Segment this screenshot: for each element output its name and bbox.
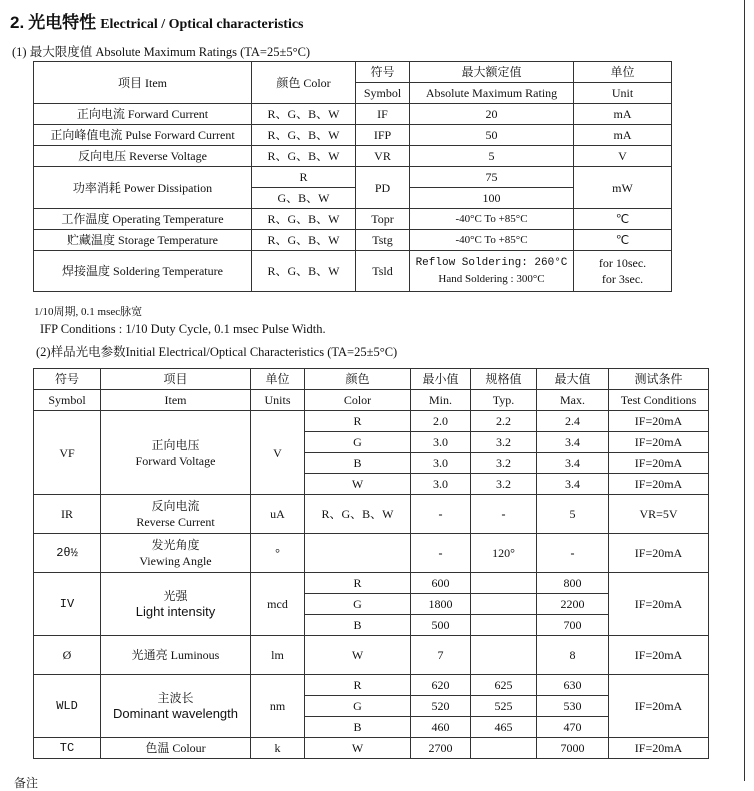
cell-item: 光通亮 Luminous: [101, 636, 251, 675]
cell-unit: [574, 251, 672, 292]
cell-max: 2200: [537, 594, 609, 615]
cell-color: W: [305, 738, 411, 759]
cell-color: R、G、B、W: [252, 230, 356, 251]
header-item: 项目 Item: [34, 62, 252, 104]
cell-typ: 3.2: [471, 432, 537, 453]
cell-rating: [410, 251, 574, 292]
cell-typ: 465: [471, 717, 537, 738]
cell-unit: lm: [251, 636, 305, 675]
header-typ-en: Typ.: [471, 390, 537, 411]
header-color-zh: 颜色: [305, 369, 411, 390]
cell-item: [101, 573, 251, 636]
cell-color: R、G、B、W: [252, 146, 356, 167]
item-zh: 反向电流: [151, 499, 200, 513]
table-row: [34, 230, 672, 251]
table-row: [34, 675, 709, 696]
cell-color: B: [305, 615, 411, 636]
cell-min: 520: [411, 696, 471, 717]
cell-max: 530: [537, 696, 609, 717]
cell-symbol: IF: [356, 104, 410, 125]
table-row: [34, 209, 672, 230]
cell-typ: [471, 594, 537, 615]
cell-color: R: [305, 411, 411, 432]
cell-unit: nm: [251, 675, 305, 738]
cell-min: 1800: [411, 594, 471, 615]
cell-symbol: WLD: [34, 675, 101, 738]
cell-item: 焊接温度 Soldering Temperature: [34, 251, 252, 292]
cell-unit: °: [251, 534, 305, 573]
cell-unit: ℃: [574, 230, 672, 251]
item-zh: 发光角度: [151, 538, 200, 552]
cell-unit: V: [574, 146, 672, 167]
header-typ-zh: 规格值: [471, 369, 537, 390]
cell-max: 630: [537, 675, 609, 696]
header-rating-zh: 最大额定值: [410, 62, 574, 83]
header-symbol-zh: 符号: [356, 62, 410, 83]
header-symbol-zh: 符号: [34, 369, 101, 390]
footer-remark: 备注: [14, 776, 39, 790]
cell-max: -: [537, 534, 609, 573]
item-zh: 主波长: [157, 691, 194, 705]
header-max-en: Max.: [537, 390, 609, 411]
cell-rating: 75: [410, 167, 574, 188]
cell-max: 3.4: [537, 432, 609, 453]
item-en: Forward Voltage: [135, 453, 216, 468]
header-color: 颜色 Color: [252, 62, 356, 104]
cell-color: G: [305, 432, 411, 453]
cell-symbol: 2θ½: [34, 534, 101, 573]
item-en: Light intensity: [135, 604, 216, 619]
cell-min: 7: [411, 636, 471, 675]
table-header-row: [34, 390, 709, 411]
cell-cond: IF=20mA: [609, 636, 709, 675]
cell-color: G: [305, 594, 411, 615]
cell-symbol: VF: [34, 411, 101, 495]
cell-max: 5: [537, 495, 609, 534]
cell-item: 正向电流 Forward Current: [34, 104, 252, 125]
cell-typ: 525: [471, 696, 537, 717]
cell-unit: V: [251, 411, 305, 495]
cell-color: W: [305, 636, 411, 675]
cell-typ: 3.2: [471, 474, 537, 495]
cell-item: [101, 675, 251, 738]
section-heading: [10, 8, 304, 33]
table-header-row: [34, 369, 709, 390]
cell-unit: mcd: [251, 573, 305, 636]
header-units-zh: 单位: [251, 369, 305, 390]
cell-color: R: [305, 675, 411, 696]
cell-item: 反向电压 Reverse Voltage: [34, 146, 252, 167]
header-rating-en: Absolute Maximum Rating: [410, 83, 574, 104]
cell-typ: -: [471, 495, 537, 534]
cell-min: 500: [411, 615, 471, 636]
cell-color: R、G、B、W: [252, 209, 356, 230]
cell-max: 7000: [537, 738, 609, 759]
unit-reflow: for 10sec.: [598, 256, 647, 270]
cell-item: 功率消耗 Power Dissipation: [34, 167, 252, 209]
cell-max: 3.4: [537, 474, 609, 495]
cell-typ: 625: [471, 675, 537, 696]
section-number: 2.: [10, 13, 25, 32]
cell-cond: IF=20mA: [609, 573, 709, 636]
cell-max: 800: [537, 573, 609, 594]
cell-min: 460: [411, 717, 471, 738]
item-en: Dominant wavelength: [112, 706, 239, 721]
cell-item: [101, 411, 251, 495]
cell-color: B: [305, 717, 411, 738]
cell-typ: [471, 738, 537, 759]
cell-rating: 20: [410, 104, 574, 125]
cell-symbol: Tstg: [356, 230, 410, 251]
table-row: [34, 125, 672, 146]
header-symbol-en: Symbol: [34, 390, 101, 411]
table2-title: (2)样品光电参数Initial Electrical/Optical Characteristics (TA=25±5°C): [36, 345, 398, 359]
cell-color: R: [252, 167, 356, 188]
note-ifp-conditions: IFP Conditions : 1/10 Duty Cycle, 0.1 msec Pulse Width.: [40, 322, 326, 336]
cell-min: 2700: [411, 738, 471, 759]
table-header-row: [34, 62, 672, 83]
header-symbol-en: Symbol: [356, 83, 410, 104]
cell-min: -: [411, 534, 471, 573]
unit-hand: for 3sec.: [601, 272, 644, 286]
cell-typ: [471, 573, 537, 594]
cell-symbol: Ø: [34, 636, 101, 675]
table-row: [34, 146, 672, 167]
table-row: [34, 411, 709, 432]
cell-rating: 100: [410, 188, 574, 209]
header-cond-en: Test Conditions: [609, 390, 709, 411]
cell-cond: IF=20mA: [609, 534, 709, 573]
cell-symbol: PD: [356, 167, 410, 209]
item-en: Reverse Current: [136, 515, 215, 529]
cell-symbol: IV: [34, 573, 101, 636]
cell-typ: 3.2: [471, 453, 537, 474]
cell-symbol: IFP: [356, 125, 410, 146]
cell-max: 8: [537, 636, 609, 675]
cell-symbol: Tsld: [356, 251, 410, 292]
cell-cond: IF=20mA: [609, 738, 709, 759]
note-duty: 1/10周期, 0.1 msec脉宽: [34, 306, 143, 318]
cell-color: G、B、W: [252, 188, 356, 209]
cell-unit: mA: [574, 104, 672, 125]
cell-min: -: [411, 495, 471, 534]
cell-typ: [471, 636, 537, 675]
reflow-soldering: Reflow Soldering: 260°C: [415, 257, 568, 269]
cell-cond: IF=20mA: [609, 675, 709, 738]
cell-color: R、G、B、W: [252, 125, 356, 146]
table-row: [34, 534, 709, 573]
header-min-zh: 最小值: [411, 369, 471, 390]
cell-color: W: [305, 474, 411, 495]
header-cond-zh: 测试条件: [609, 369, 709, 390]
cell-symbol: IR: [34, 495, 101, 534]
cell-max: 2.4: [537, 411, 609, 432]
item-zh: 光强: [163, 589, 188, 603]
cell-cond: VR=5V: [609, 495, 709, 534]
cell-max: 470: [537, 717, 609, 738]
table-row: [34, 104, 672, 125]
cell-item: 贮藏温度 Storage Temperature: [34, 230, 252, 251]
cell-color: G: [305, 696, 411, 717]
cell-symbol: TC: [34, 738, 101, 759]
table-row: [34, 636, 709, 675]
cell-color: [305, 534, 411, 573]
table-row: [34, 738, 709, 759]
cell-item: [101, 495, 251, 534]
cell-item: 工作温度 Operating Temperature: [34, 209, 252, 230]
cell-cond: IF=20mA: [609, 411, 709, 432]
cell-min: 2.0: [411, 411, 471, 432]
table-row: [34, 251, 672, 292]
table-row: [34, 573, 709, 594]
cell-cond: IF=20mA: [609, 474, 709, 495]
cell-color: R、G、B、W: [252, 251, 356, 292]
absolute-max-ratings-table: [33, 61, 672, 292]
cell-unit: ℃: [574, 209, 672, 230]
cell-symbol: VR: [356, 146, 410, 167]
header-units-en: Units: [251, 390, 305, 411]
header-color-en: Color: [305, 390, 411, 411]
cell-min: 3.0: [411, 453, 471, 474]
page-edge-line: [744, 0, 745, 781]
header-max-zh: 最大值: [537, 369, 609, 390]
section-title-zh: 光电特性: [28, 13, 97, 32]
cell-min: 3.0: [411, 432, 471, 453]
item-zh: 正向电压: [151, 437, 200, 452]
cell-rating: 50: [410, 125, 574, 146]
table-row: [34, 167, 672, 188]
cell-rating: 5: [410, 146, 574, 167]
cell-cond: IF=20mA: [609, 432, 709, 453]
cell-rating: -40°C To +85°C: [410, 209, 574, 230]
cell-color: R、G、B、W: [252, 104, 356, 125]
hand-soldering: Hand Soldering : 300°C: [438, 273, 545, 285]
header-item-zh: 项目: [101, 369, 251, 390]
cell-min: 600: [411, 573, 471, 594]
item-en: Viewing Angle: [139, 554, 212, 568]
cell-typ: [471, 615, 537, 636]
cell-item: 正向峰值电流 Pulse Forward Current: [34, 125, 252, 146]
cell-item: [101, 534, 251, 573]
header-unit-zh: 单位: [574, 62, 672, 83]
cell-symbol: Topr: [356, 209, 410, 230]
cell-max: 3.4: [537, 453, 609, 474]
cell-item: 色温 Colour: [101, 738, 251, 759]
cell-min: 3.0: [411, 474, 471, 495]
cell-unit: mA: [574, 125, 672, 146]
cell-typ: 2.2: [471, 411, 537, 432]
cell-color: R: [305, 573, 411, 594]
cell-rating: -40°C To +85°C: [410, 230, 574, 251]
cell-cond: IF=20mA: [609, 453, 709, 474]
cell-max: 700: [537, 615, 609, 636]
header-item-en: Item: [101, 390, 251, 411]
cell-min: 620: [411, 675, 471, 696]
cell-color: B: [305, 453, 411, 474]
optical-characteristics-table: [33, 368, 709, 759]
header-min-en: Min.: [411, 390, 471, 411]
header-unit-en: Unit: [574, 83, 672, 104]
cell-color: R、G、B、W: [305, 495, 411, 534]
cell-unit: k: [251, 738, 305, 759]
cell-unit: uA: [251, 495, 305, 534]
cell-unit: mW: [574, 167, 672, 209]
section-title-en: Electrical / Optical characteristics: [100, 17, 304, 32]
table-row: [34, 495, 709, 534]
table1-title: (1) 最大限度值 Absolute Maximum Ratings (TA=25±5°C): [12, 45, 311, 59]
cell-typ: 120°: [471, 534, 537, 573]
